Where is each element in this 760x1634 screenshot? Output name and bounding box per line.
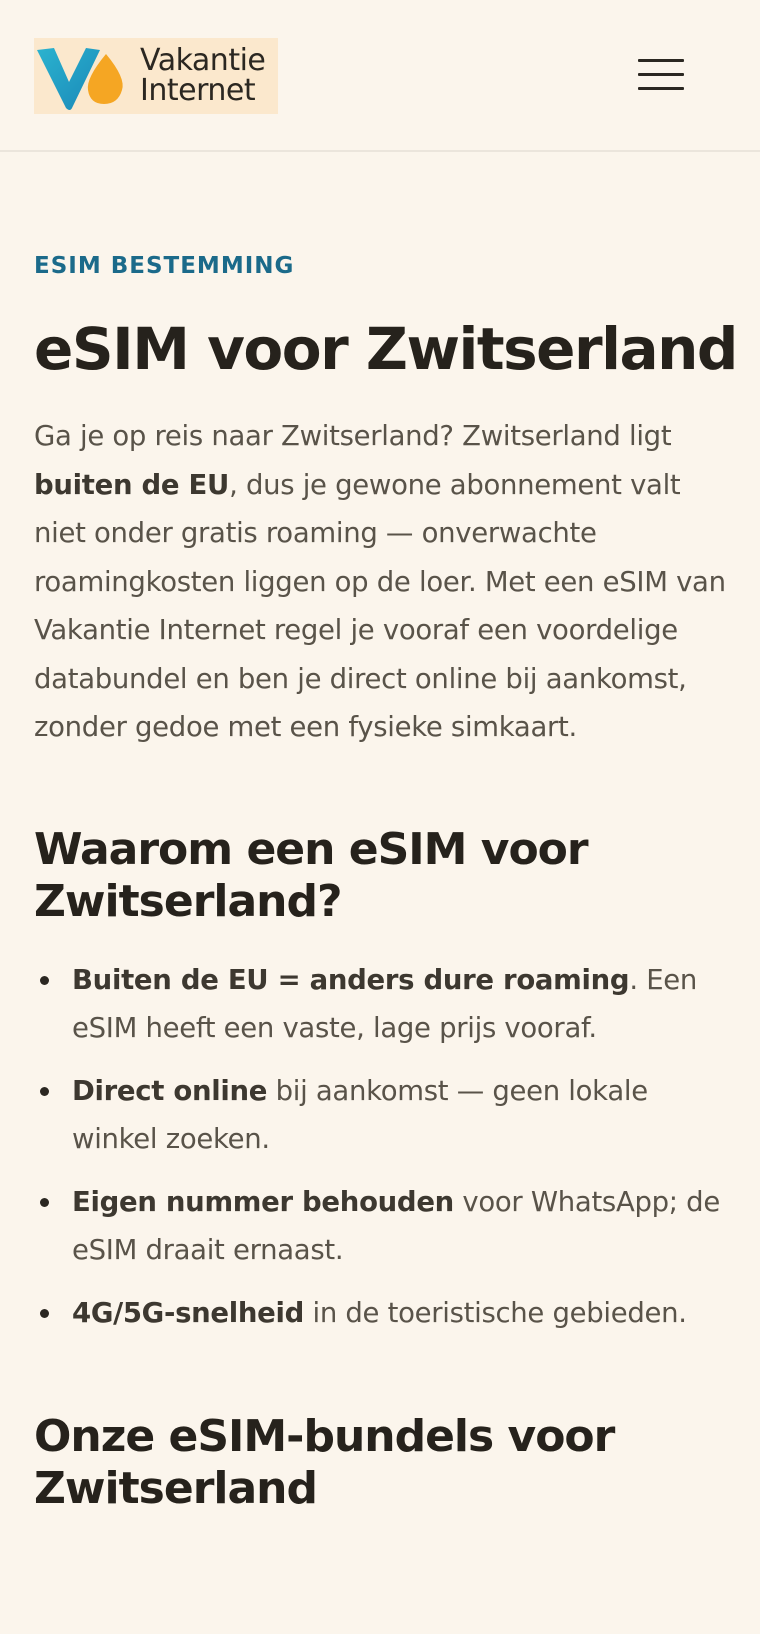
menu-bar-middle: [638, 73, 684, 76]
intro-paragraph: [34, 412, 734, 752]
why-heading: Waarom een eSIM voor Zwitserland?: [34, 823, 588, 927]
menu-bar-top: [638, 59, 684, 62]
feature-bold: Eigen nummer behouden: [72, 1185, 454, 1218]
logo-mark-icon: [34, 38, 134, 114]
bullet-icon: [40, 976, 49, 985]
list-item: [34, 1289, 734, 1338]
site-header: [0, 0, 760, 152]
list-item: [34, 956, 734, 1053]
page-title: eSIM voor Zwitserland: [34, 315, 737, 383]
main-content: [34, 240, 737, 1515]
feature-text: in de toeristische gebieden.: [304, 1296, 687, 1329]
list-item: [34, 1178, 734, 1275]
logo-line-2: Internet: [140, 73, 256, 108]
feature-text: voor WhatsApp; de eSIM draait ernaast.: [72, 1185, 720, 1266]
feature-text: . Een eSIM heeft een vaste, lage prijs vooraf.: [72, 963, 698, 1044]
hamburger-menu-button[interactable]: [632, 52, 690, 98]
feature-bold: 4G/5G-snelheid: [72, 1296, 305, 1329]
features-list: [34, 956, 734, 1338]
logo-wordmark: [140, 43, 266, 108]
menu-bar-bottom: [638, 87, 684, 90]
eyebrow-label: ESIM BESTEMMING: [34, 253, 295, 279]
list-item: [34, 1067, 734, 1164]
feature-bold: Buiten de EU = anders dure roaming: [72, 963, 630, 996]
intro-text-2: , dus je gewone abonnement valt niet onder gratis roaming — onverwachte roamingkosten liggen op de loer. Met een eSIM van Vakantie Internet regel je vooraf een voordelige databundel en ben je direct online bij aankomst, zonder gedoe met een fysieke simkaart.: [34, 468, 726, 743]
vakantie-internet-logo[interactable]: [34, 38, 278, 114]
bullet-icon: [40, 1309, 49, 1318]
bullet-icon: [40, 1198, 49, 1207]
bundles-heading: Onze eSIM-bundels voor Zwitserland: [34, 1411, 615, 1514]
intro-bold: buiten de EU: [34, 468, 230, 501]
logo-line-1: Vakantie: [140, 43, 266, 78]
feature-bold: Direct online: [72, 1074, 268, 1107]
intro-text-1: Ga je op reis naar Zwitserland? Zwitserland ligt: [34, 420, 672, 452]
feature-text: bij aankomst — geen lokale winkel zoeken.: [72, 1074, 648, 1155]
bullet-icon: [40, 1087, 49, 1096]
